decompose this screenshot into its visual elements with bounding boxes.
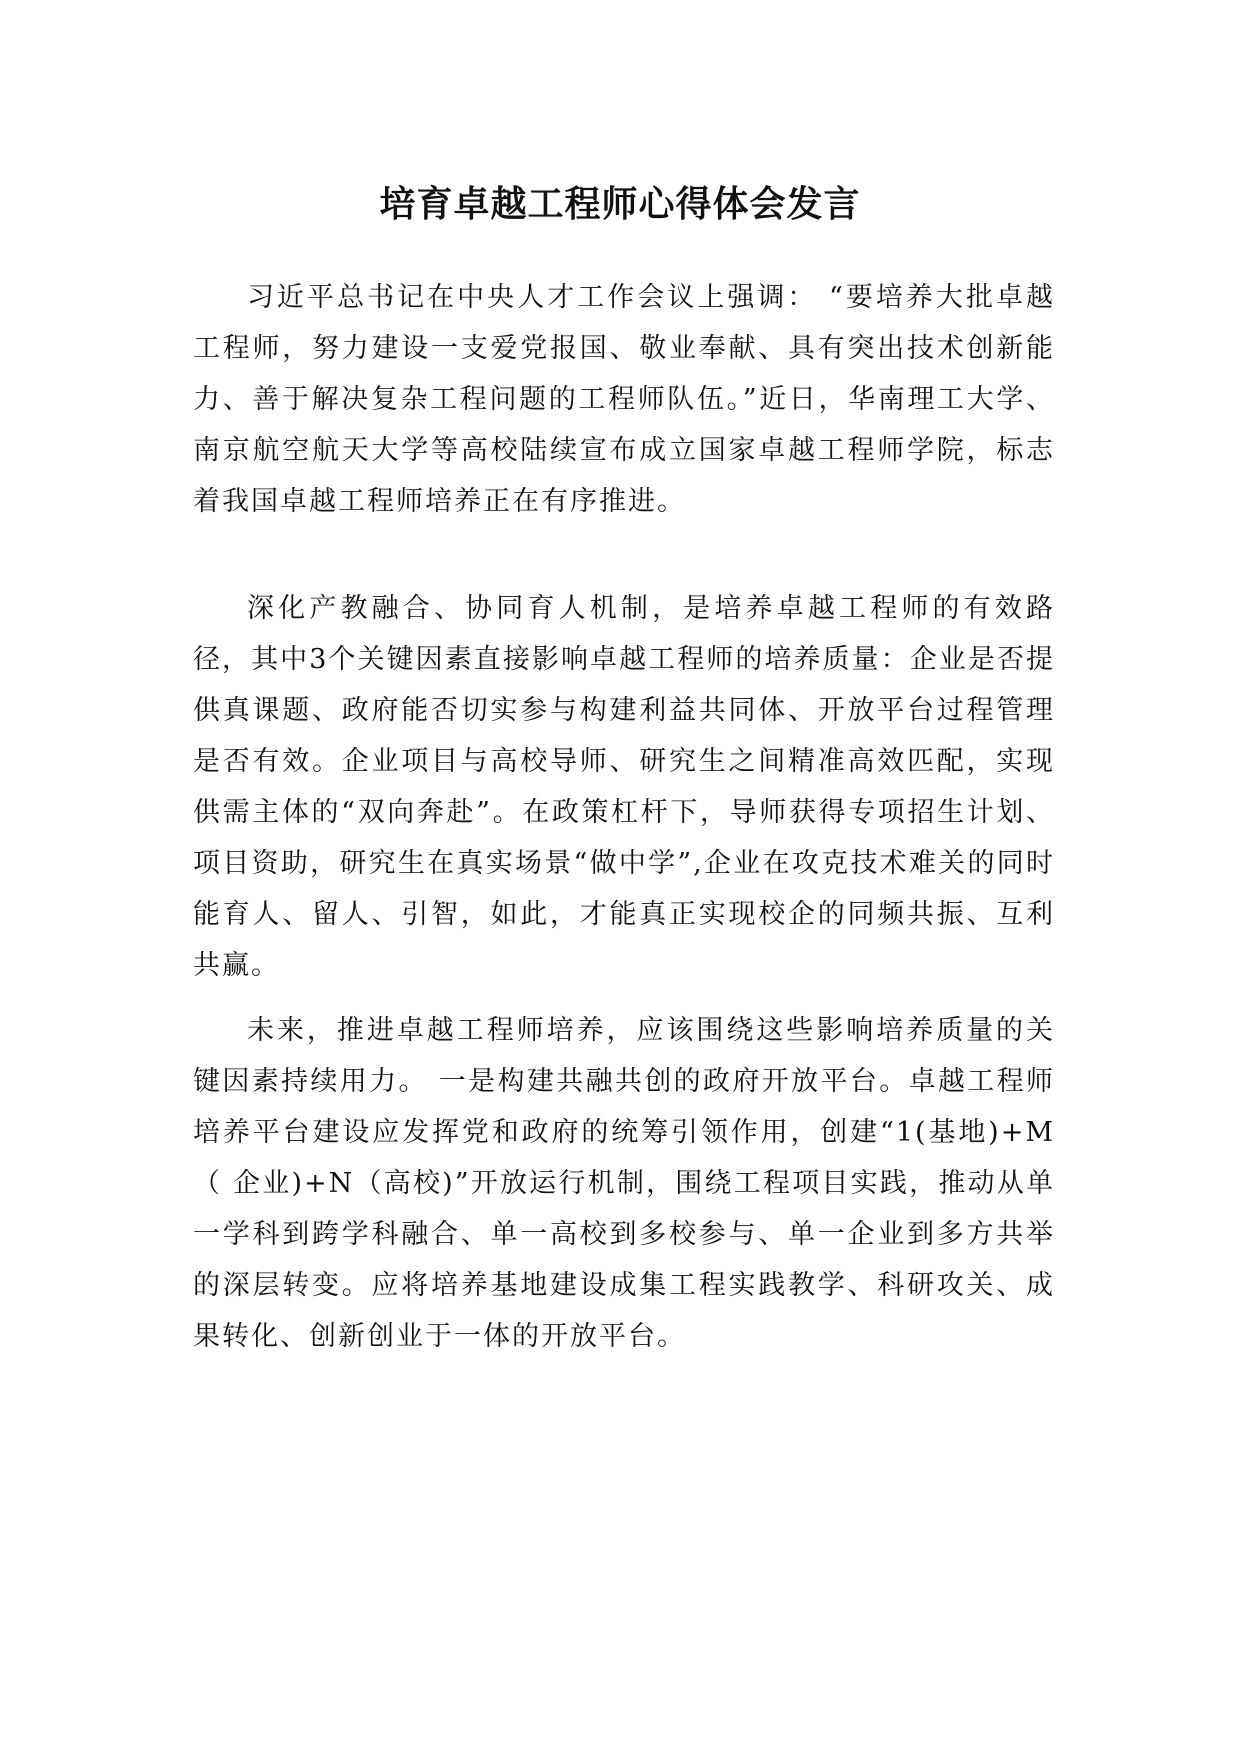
paragraph-3: 未来，推进卓越工程师培养，应该围绕这些影响培养质量的关键因素持续用力。 一是构建共融共创的政府开放平台。卓越工程师培养平台建设应发挥党和政府的统筹引领作用，创建“1(基地)+M（ 企业)+N（高校)”开放运行机制，围绕工程项目实践，推动从单一学科到跨学科融合、单一高校到多校参与、单一企业到多方共举的深层转变。应将培养基地建设成集工程实践教学、科研攻关、成果转化、创新创业于一体的开放平台。: [193, 1015, 1055, 1352]
document-title: 培育卓越工程师心得体会发言: [379, 183, 861, 225]
paragraph-1: 习近平总书记在中央人才工作会议上强调： “要培养大批卓越工程师，努力建设一支爱党报国、敬业奉献、具有突出技术创新能力、善于解决复杂工程问题的工程师队伍。”近日，华南理工大学、南京航空航天大学等高校陆续宣布成立国家卓越工程师学院，标志着我国卓越工程师培养正在有序推进。: [193, 282, 1055, 517]
paragraph-2: 深化产教融合、协同育人机制，是培养卓越工程师的有效路径，其中3个关键因素直接影响卓越工程师的培养质量：企业是否提供真课题、政府能否切实参与构建利益共同体、开放平台过程管理是否有效。企业项目与高校导师、研究生之间精准高效匹配，实现供需主体的“双向奔赴”。在政策杠杆下，导师获得专项招生计划、项目资助，研究生在真实场景“做中学”,企业在攻克技术难关的同时能育人、留人、引智，如此，才能真正实现校企的同频共振、互利共赢。: [193, 593, 1055, 981]
